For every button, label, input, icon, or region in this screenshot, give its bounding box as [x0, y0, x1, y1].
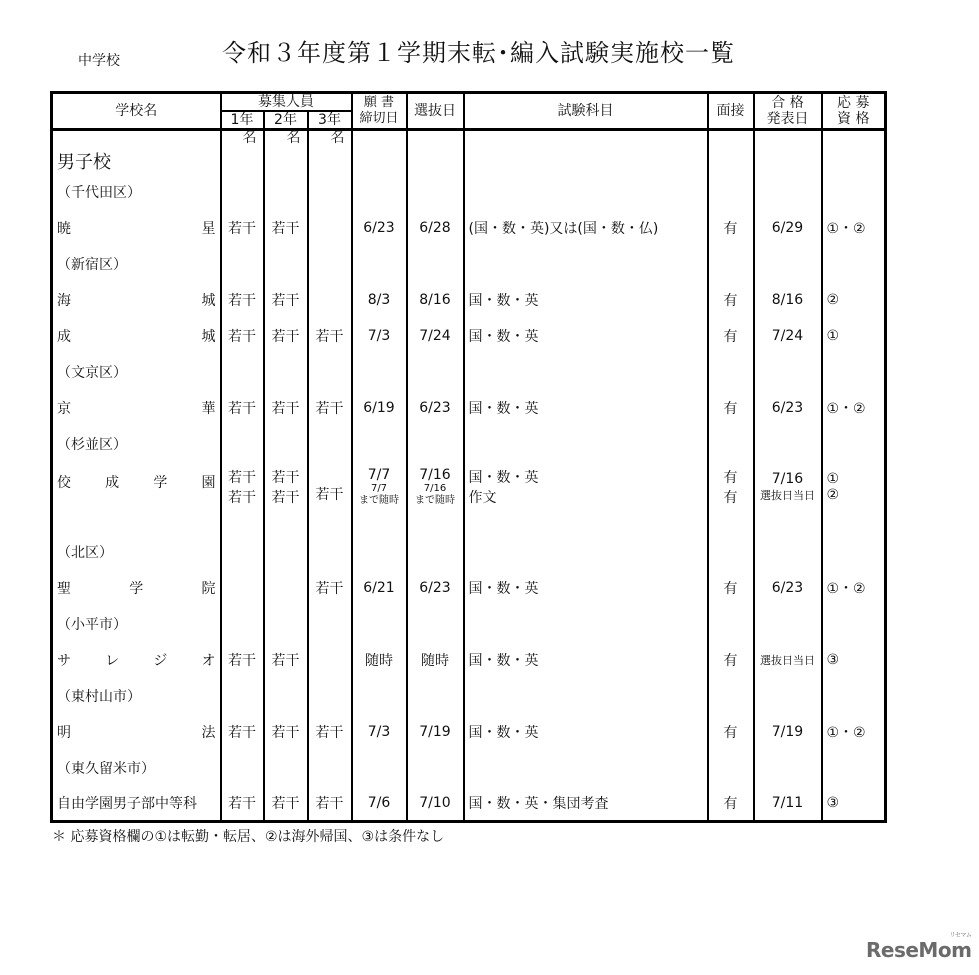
deadline-cell: 6/23 [352, 210, 407, 246]
year1-cell: 若干 [221, 390, 264, 426]
school-name-char: 学 [129, 580, 144, 597]
area-row [52, 606, 886, 642]
subjects-cell [464, 130, 708, 148]
school-name-char: 園 [201, 474, 216, 491]
deadline-cell: 8/3 [352, 282, 407, 318]
unit-cell-y3 [308, 130, 352, 148]
header-selection: 選抜日 [407, 93, 464, 130]
empty-cell [754, 148, 822, 174]
year1-cell: 若干 [221, 642, 264, 678]
year1-cell [221, 462, 264, 512]
school-cell [52, 282, 221, 318]
empty-cell [264, 426, 308, 462]
school-cell [52, 130, 221, 148]
empty-cell [352, 678, 407, 714]
empty-cell [464, 678, 708, 714]
school-cell [52, 462, 221, 512]
year1-cell: 若干 [221, 282, 264, 318]
area-row [52, 750, 886, 786]
empty-cell [407, 174, 464, 210]
subjects-cell: 国・数・英 [464, 282, 708, 318]
year2-cell: 若干 [264, 210, 308, 246]
announce-cell: 6/29 [754, 210, 822, 246]
school-name-char: レ [105, 652, 120, 669]
empty-cell [352, 354, 407, 390]
empty-cell [407, 512, 464, 534]
table-body [52, 130, 886, 822]
area-row [52, 354, 886, 390]
area-label: （文京区） [57, 364, 127, 381]
deadline-cell [352, 130, 407, 148]
empty-cell [464, 606, 708, 642]
year3-cell: 若干 [308, 318, 352, 354]
selection-cell: 8/16 [407, 282, 464, 318]
announce-cell: 選抜日当日 [754, 642, 822, 678]
empty-cell [221, 512, 264, 534]
announce-cell [754, 130, 822, 148]
eligibility-cell: ③ [826, 794, 840, 811]
exam-schools-table [50, 91, 887, 823]
announce-cell: 7/11 [754, 786, 822, 822]
area-row [52, 246, 886, 282]
year2-cell: 若干 [264, 318, 308, 354]
table-row [52, 282, 886, 318]
empty-cell [708, 750, 754, 786]
header-subjects: 試験科目 [464, 93, 708, 130]
year2-cell [264, 570, 308, 606]
eligibility-cell: ② [826, 291, 840, 308]
empty-cell [708, 246, 754, 282]
deadline-cell: 7/3 [352, 714, 407, 750]
table-header [52, 93, 886, 130]
year1-value-2: 若干 [228, 489, 256, 506]
empty-cell [221, 678, 264, 714]
empty-cell [308, 246, 352, 282]
empty-cell [264, 534, 308, 570]
empty-cell [407, 354, 464, 390]
empty-cell [264, 246, 308, 282]
selection-cell: 6/23 [407, 570, 464, 606]
empty-cell [822, 426, 886, 462]
announce-cell: 7/24 [754, 318, 822, 354]
eligibility-cell: ③ [826, 651, 840, 668]
year3-cell [308, 210, 352, 246]
header-school: 学校名 [52, 93, 221, 130]
empty-cell [264, 148, 308, 174]
table-row [52, 786, 886, 822]
unit-label: 名 [330, 130, 345, 146]
subjects-cell: 国・数・英 [464, 570, 708, 606]
empty-cell [822, 512, 886, 534]
deadline-cell: 6/21 [352, 570, 407, 606]
empty-cell [708, 148, 754, 174]
footnote: ＊ 応募資格欄の①は転勤・転居、②は海外帰国、③は条件なし [52, 829, 445, 845]
header-eligibility: 応 募 資 格 [822, 93, 886, 130]
school-name [57, 290, 220, 310]
header-year1: 1年 [221, 111, 264, 130]
year2-cell: 若干 [264, 714, 308, 750]
area-label: （北区） [57, 544, 113, 561]
resemom-logo [866, 932, 972, 962]
selection-cell [407, 130, 464, 148]
year2-cell: 若干 [264, 786, 308, 822]
area-cell [52, 174, 221, 210]
empty-cell [708, 534, 754, 570]
empty-cell [52, 512, 221, 534]
empty-cell [407, 246, 464, 282]
table-row [52, 462, 886, 512]
empty-cell [308, 678, 352, 714]
school-name-char: 成 [57, 328, 71, 345]
empty-cell [822, 354, 886, 390]
deadline-cell [352, 462, 407, 512]
empty-cell [822, 148, 886, 174]
school-name-char: 学 [153, 474, 168, 491]
selection-cell: 6/23 [407, 390, 464, 426]
year2-cell [264, 462, 308, 512]
area-cell [52, 426, 221, 462]
school-name-char: オ [201, 652, 216, 669]
empty-cell [708, 678, 754, 714]
table-row [52, 714, 886, 750]
school-name-char: 明 [57, 724, 71, 741]
header-announce: 合 格 発表日 [754, 93, 822, 130]
interview-cell: 有 [708, 210, 754, 246]
empty-cell [352, 534, 407, 570]
school-name-char: 佼 [57, 474, 71, 491]
selection-value: 7/16 [419, 466, 451, 483]
empty-cell [264, 512, 308, 534]
section-cell [52, 148, 221, 174]
empty-cell [708, 354, 754, 390]
area-cell [52, 750, 221, 786]
eligibility-value: ① [826, 470, 840, 487]
empty-cell [754, 606, 822, 642]
empty-cell [352, 174, 407, 210]
empty-cell [352, 512, 407, 534]
section-title: 男子校 [57, 151, 111, 173]
category-label: 中学校 [78, 53, 120, 69]
deadline-cell: 6/19 [352, 390, 407, 426]
deadline-cell: 随時 [352, 642, 407, 678]
unit-cell-y2 [264, 130, 308, 148]
deadline-cell: 7/6 [352, 786, 407, 822]
school-cell [52, 390, 221, 426]
empty-cell [407, 148, 464, 174]
area-cell [52, 354, 221, 390]
interview-value: 有 [723, 469, 738, 486]
selection-cell: 6/28 [407, 210, 464, 246]
area-row [52, 426, 886, 462]
interview-cell: 有 [708, 642, 754, 678]
year3-cell [308, 642, 352, 678]
header-year2: 2年 [264, 111, 308, 130]
subjects-cell: 国・数・英 [464, 714, 708, 750]
empty-cell [754, 354, 822, 390]
year3-cell: 若干 [308, 786, 352, 822]
empty-cell [308, 148, 352, 174]
selection-cell: 7/19 [407, 714, 464, 750]
empty-cell [464, 174, 708, 210]
empty-cell [221, 606, 264, 642]
empty-cell [221, 750, 264, 786]
school-name-char: 院 [201, 580, 216, 597]
year3-cell [308, 462, 352, 512]
school-name-char: 暁 [57, 220, 71, 237]
empty-cell [822, 606, 886, 642]
year2-value: 若干 [271, 469, 300, 486]
announce-cell [754, 462, 822, 512]
empty-cell [264, 678, 308, 714]
school-cell [52, 642, 221, 678]
empty-cell [754, 246, 822, 282]
interview-value-2: 有 [723, 489, 738, 506]
subjects-cell [464, 462, 708, 512]
interview-cell [708, 462, 754, 512]
empty-cell [352, 606, 407, 642]
empty-cell [308, 606, 352, 642]
area-label: （東久留米市） [57, 760, 155, 777]
empty-cell [822, 534, 886, 570]
empty-cell [221, 174, 264, 210]
table-row [52, 642, 886, 678]
empty-cell [754, 678, 822, 714]
school-name-char: 成 [105, 474, 120, 491]
empty-cell [308, 174, 352, 210]
school-cell [52, 786, 221, 822]
year3-cell: 若干 [308, 390, 352, 426]
logo-text: ReseMom [866, 938, 972, 962]
empty-cell [221, 148, 264, 174]
year2-cell: 若干 [264, 282, 308, 318]
subjects-value: 国・数・英 [468, 469, 539, 486]
school-name-char: 城 [201, 292, 216, 309]
subjects-cell: 国・数・英 [464, 642, 708, 678]
year1-cell: 若干 [221, 318, 264, 354]
table-row [52, 210, 886, 246]
interview-cell: 有 [708, 318, 754, 354]
empty-cell [407, 750, 464, 786]
empty-cell [822, 174, 886, 210]
empty-cell [464, 354, 708, 390]
empty-cell [708, 174, 754, 210]
eligibility-cell: ①・② [826, 580, 866, 597]
school-name [57, 218, 220, 238]
empty-cell [407, 534, 464, 570]
empty-cell [221, 354, 264, 390]
subjects-cell: 国・数・英 [464, 318, 708, 354]
unit-cell-y1 [221, 130, 264, 148]
year2-cell: 若干 [264, 390, 308, 426]
deadline-cell: 7/3 [352, 318, 407, 354]
empty-cell [308, 426, 352, 462]
school-name [57, 650, 220, 670]
interview-cell: 有 [708, 786, 754, 822]
year1-value: 若干 [228, 469, 256, 486]
eligibility-value-2: ② [826, 486, 840, 503]
empty-cell [822, 750, 886, 786]
announce-cell: 6/23 [754, 570, 822, 606]
interview-cell: 有 [708, 282, 754, 318]
empty-cell [264, 354, 308, 390]
interview-cell [708, 130, 754, 148]
school-name-char: 聖 [57, 580, 71, 597]
empty-cell [822, 678, 886, 714]
empty-cell [708, 606, 754, 642]
header-year3: 3年 [308, 111, 352, 130]
unit-label: 名 [286, 130, 301, 146]
selection-cell [407, 462, 464, 512]
empty-cell [464, 246, 708, 282]
area-row [52, 678, 886, 714]
school-name-char: 京 [57, 400, 71, 417]
empty-cell [352, 246, 407, 282]
year2-cell: 若干 [264, 642, 308, 678]
area-label: （千代田区） [57, 184, 141, 201]
school-name [57, 398, 220, 418]
subjects-cell: 国・数・英 [464, 390, 708, 426]
empty-cell [308, 354, 352, 390]
school-name-char: 星 [201, 220, 216, 237]
empty-cell [221, 426, 264, 462]
empty-cell [264, 750, 308, 786]
subjects-cell: (国・数・英)又は(国・数・仏) [464, 210, 708, 246]
school-name-char: 城 [201, 328, 216, 345]
eligibility-cell: ① [826, 327, 840, 344]
empty-cell [352, 426, 407, 462]
page-title: 令和３年度第１学期末転･編入試験実施校一覧 [222, 39, 735, 67]
area-label: （小平市） [57, 616, 127, 633]
eligibility-cell: ①・② [826, 724, 866, 741]
empty-cell [221, 246, 264, 282]
announce-cell: 8/16 [754, 282, 822, 318]
school-cell [52, 714, 221, 750]
empty-cell [407, 678, 464, 714]
empty-cell [464, 750, 708, 786]
selection-cell: 7/24 [407, 318, 464, 354]
empty-cell [708, 426, 754, 462]
announce-cell: 7/19 [754, 714, 822, 750]
interview-cell: 有 [708, 714, 754, 750]
empty-cell [407, 606, 464, 642]
unit-label: 名 [242, 130, 257, 146]
empty-cell [464, 426, 708, 462]
header-recruit: 募集人員 [221, 93, 352, 112]
empty-cell [464, 534, 708, 570]
empty-cell [464, 148, 708, 174]
year1-cell: 若干 [221, 786, 264, 822]
school-name-char: ジ [153, 652, 168, 669]
header-interview: 面接 [708, 93, 754, 130]
announce-cell: 6/23 [754, 390, 822, 426]
year1-cell: 若干 [221, 210, 264, 246]
year3-value-2: 若干 [315, 486, 344, 503]
area-label: （新宿区） [57, 256, 127, 273]
area-cell [52, 534, 221, 570]
empty-cell [352, 148, 407, 174]
school-name [57, 326, 220, 346]
empty-cell [754, 512, 822, 534]
year2-value-2: 若干 [271, 489, 300, 506]
empty-cell [308, 512, 352, 534]
year3-cell: 若干 [308, 570, 352, 606]
table-row [52, 318, 886, 354]
subjects-cell: 国・数・英・集団考査 [464, 786, 708, 822]
empty-cell [464, 512, 708, 534]
school-name-char: 華 [201, 400, 216, 417]
area-cell [52, 606, 221, 642]
empty-cell [221, 534, 264, 570]
school-name-char: サ [57, 652, 71, 669]
school-cell [52, 210, 221, 246]
eligibility-cell [822, 462, 886, 512]
header-deadline: 願 書 締切日 [352, 93, 407, 130]
announce-sub: 選抜日当日 [760, 488, 815, 502]
year1-cell: 若干 [221, 714, 264, 750]
area-row [52, 534, 886, 570]
announce-value: 7/16 [771, 470, 804, 487]
empty-cell [708, 512, 754, 534]
school-cell [52, 570, 221, 606]
eligibility-cell [822, 130, 886, 148]
selection-cell: 7/10 [407, 786, 464, 822]
interview-cell: 有 [708, 570, 754, 606]
area-cell [52, 678, 221, 714]
empty-cell [822, 246, 886, 282]
empty-cell [264, 606, 308, 642]
empty-cell [308, 750, 352, 786]
area-cell [52, 246, 221, 282]
empty-cell [754, 174, 822, 210]
selection-cell: 随時 [407, 642, 464, 678]
school-name: 自由学園男子部中等科 [57, 795, 197, 812]
subjects-value-2: 作文 [468, 489, 497, 506]
year1-cell [221, 570, 264, 606]
logo-kana: リセマム [949, 932, 972, 939]
school-name [57, 722, 220, 742]
empty-cell [352, 750, 407, 786]
eligibility-cell: ①・② [826, 400, 866, 417]
empty-cell [264, 174, 308, 210]
interview-cell: 有 [708, 390, 754, 426]
school-name-char: 法 [201, 724, 216, 741]
empty-cell [308, 534, 352, 570]
empty-cell [754, 750, 822, 786]
deadline-sub: 7/7 まで随時 [359, 482, 399, 506]
school-name-char: 海 [57, 292, 71, 309]
school-name [57, 472, 220, 492]
table-row [52, 390, 886, 426]
eligibility-cell: ①・② [826, 220, 866, 237]
deadline-value: 7/7 [367, 466, 391, 483]
year3-cell: 若干 [308, 714, 352, 750]
empty-cell [754, 534, 822, 570]
selection-sub: 7/16 まで随時 [415, 482, 455, 506]
school-cell [52, 318, 221, 354]
area-row [52, 174, 886, 210]
empty-cell [754, 426, 822, 462]
area-label: （東村山市） [57, 688, 141, 705]
table-row [52, 570, 886, 606]
area-label: （杉並区） [57, 436, 127, 453]
school-name [57, 578, 220, 598]
year3-cell [308, 282, 352, 318]
empty-cell [407, 426, 464, 462]
